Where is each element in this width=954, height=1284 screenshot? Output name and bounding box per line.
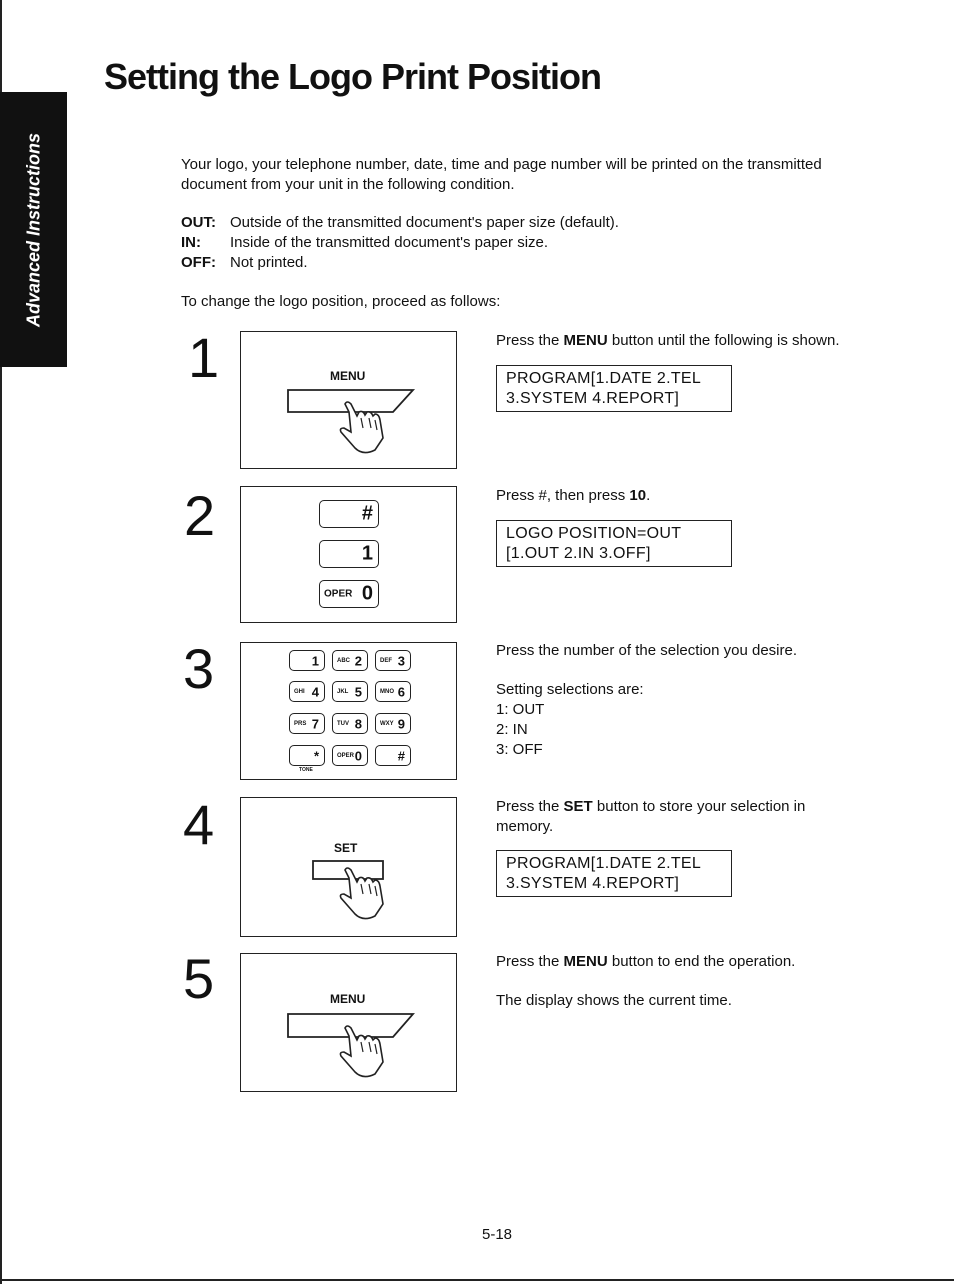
bottom-margin-rule <box>0 1279 954 1281</box>
keypad-key: * <box>289 745 325 766</box>
keypad-key: GHI 4 <box>289 681 325 702</box>
one-key-icon: 1 <box>319 540 379 568</box>
step-4-instruction: Press the SET button to store your selection in memory. <box>496 798 806 835</box>
menu-button-press-icon <box>241 954 458 1093</box>
keypad-key: 1 <box>289 650 325 671</box>
display-line: LOGO POSITION=OUT <box>506 525 682 542</box>
section-tab <box>0 92 67 367</box>
step-4-illustration <box>240 797 457 937</box>
step-3-instruction <box>496 641 916 760</box>
zero-key-icon: OPER 0 <box>319 580 379 608</box>
display-line: PROGRAM[1.DATE 2.TEL <box>506 370 702 387</box>
step-2-illustration <box>240 486 457 623</box>
step-4-display <box>496 850 732 897</box>
keypad-key: OPER 0 <box>332 745 368 766</box>
tone-label: TONE <box>299 767 313 773</box>
hash-key-icon: # <box>319 500 379 528</box>
option-text: Not printed. <box>230 254 308 271</box>
step-number-1: 1 <box>188 326 220 389</box>
intro-paragraph: Your logo, your telephone number, date, time and page number will be printed on the transmitted document from your unit in the following condition. <box>181 156 822 193</box>
instruction-line: Press the number of the selection you desire. <box>496 642 797 659</box>
option-key: OUT: <box>181 214 216 231</box>
selection-item: 1: OUT <box>496 701 545 718</box>
keypad-key: ABC 2 <box>332 650 368 671</box>
step-number-4: 4 <box>183 793 215 856</box>
menu-button-label: MENU <box>330 992 366 1006</box>
keypad-key: # <box>375 745 411 766</box>
menu-button-press-icon <box>241 332 458 470</box>
step-2-instruction: Press #, then press 10. <box>496 487 651 504</box>
step-2-display <box>496 520 732 567</box>
display-line: 3.SYSTEM 4.REPORT] <box>506 875 680 892</box>
keypad-key: TUV 8 <box>332 713 368 734</box>
step-number-3: 3 <box>183 637 215 700</box>
step-1-instruction: Press the MENU button until the following is shown. <box>496 332 840 349</box>
option-in <box>181 233 548 253</box>
instruction-line: The display shows the current time. <box>496 992 732 1009</box>
step-1-display <box>496 365 732 412</box>
step-5-instruction: Press the MENU button to end the operation. The display shows the current time. <box>496 952 916 1011</box>
option-key: IN: <box>181 234 201 251</box>
page-number: 5-18 <box>482 1226 513 1243</box>
page-title: Setting the Logo Print Position <box>104 56 601 97</box>
keypad-key: DEF 3 <box>375 650 411 671</box>
keypad-key: JKL 5 <box>332 681 368 702</box>
keypad-key: PRS 7 <box>289 713 325 734</box>
instruction-line: Setting selections are: <box>496 681 644 698</box>
option-text: Inside of the transmitted document's paper size. <box>230 234 549 251</box>
step-number-5: 5 <box>183 947 215 1010</box>
step-number-2: 2 <box>184 484 216 547</box>
menu-button-label: MENU <box>330 369 366 383</box>
proceed-text: To change the logo position, proceed as follows: <box>181 293 501 310</box>
step-1-illustration <box>240 331 457 469</box>
display-line: 3.SYSTEM 4.REPORT] <box>506 390 680 407</box>
step-3-keypad-illustration <box>240 642 457 780</box>
step-5-illustration <box>240 953 457 1092</box>
display-line: PROGRAM[1.DATE 2.TEL <box>506 855 702 872</box>
section-tab-label: Advanced Instructions <box>23 132 43 327</box>
option-key: OFF: <box>181 254 216 271</box>
set-button-press-icon <box>241 798 458 938</box>
option-text: Outside of the transmitted document's paper size (default). <box>230 214 619 231</box>
keypad-key: MNO 6 <box>375 681 411 702</box>
selection-item: 3: OFF <box>496 741 543 758</box>
option-off <box>181 253 308 273</box>
option-out <box>181 213 619 233</box>
selection-item: 2: IN <box>496 721 528 738</box>
set-button-label: SET <box>334 841 358 855</box>
keypad-key: WXY 9 <box>375 713 411 734</box>
display-line: [1.OUT 2.IN 3.OFF] <box>506 545 651 562</box>
